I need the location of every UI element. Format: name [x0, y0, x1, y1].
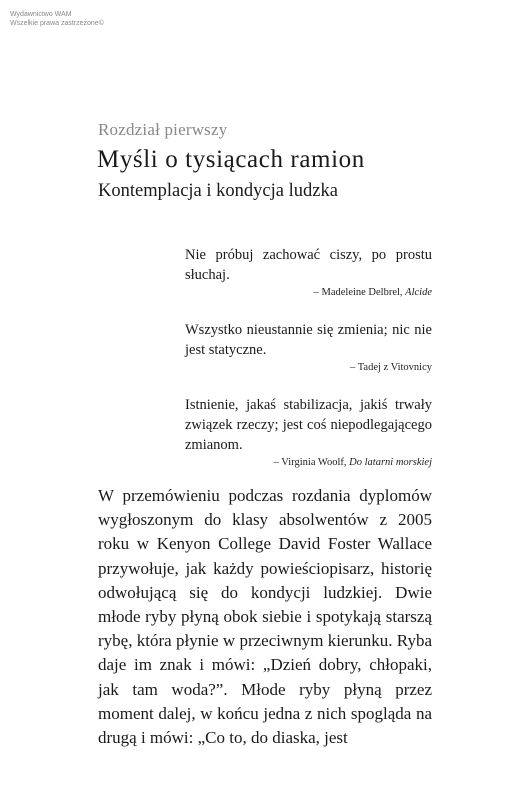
epigraph-attribution — [185, 360, 432, 376]
watermark-publisher: Wydawnictwo WAM — [10, 11, 72, 18]
watermark-copyright: Wszelkie prawa zastrzeżone© — [10, 20, 104, 27]
chapter-subtitle: Kontemplacja i kondycja ludzka — [98, 181, 338, 201]
epigraph-attribution — [185, 285, 432, 301]
epigraph-text: Wszystko nieustannie się zmienia; nic nie jest statyczne. — [185, 322, 432, 358]
epigraph-author: – Virginia Woolf, — [273, 457, 347, 468]
chapter-label: Rozdział pierwszy — [98, 120, 228, 139]
watermark — [10, 10, 104, 28]
epigraph-author: – Madeleine Delbrel, — [313, 287, 403, 298]
epigraph-work: Do latarni morskiej — [349, 457, 432, 468]
epigraph-attribution — [185, 455, 432, 471]
epigraph-text: Nie próbuj zachować ciszy, po prostu słuchaj. — [185, 247, 432, 283]
body-paragraph: W przemówieniu podczas rozdania dyplomów wygłoszonym do klasy absolwentów z 2005 roku w Kenyon College David Foster Wallace przywołuje, jak każdy powieściopisarz, historię odwołującą się do kondycji ludzkiej. Dwie młode ryby płyną obok siebie i spotykają starszą rybę, która płynie w przeciwnym kierunku. Ryba daje im znak i mówi: „Dzień dobry, chłopaki, jak tam woda?”. Młode ryby płyną przez moment dalej, w końcu jedna z nich spogląda na drugą i mówi: „Co to, do diaska, jest — [98, 486, 432, 748]
epigraph-author: – Tadej z Vitovnicy — [350, 362, 432, 373]
chapter-title: Myśli o tysiącach ramion — [97, 146, 365, 173]
epigraph-text: Istnienie, jakaś stabilizacja, jakiś trwały związek rzeczy; jest coś niepodlegającego zmianom. — [185, 397, 432, 453]
epigraph — [185, 395, 432, 471]
epigraphs — [185, 245, 432, 490]
epigraph — [185, 320, 432, 376]
epigraph-work: Alcide — [405, 287, 432, 298]
epigraph — [185, 245, 432, 301]
